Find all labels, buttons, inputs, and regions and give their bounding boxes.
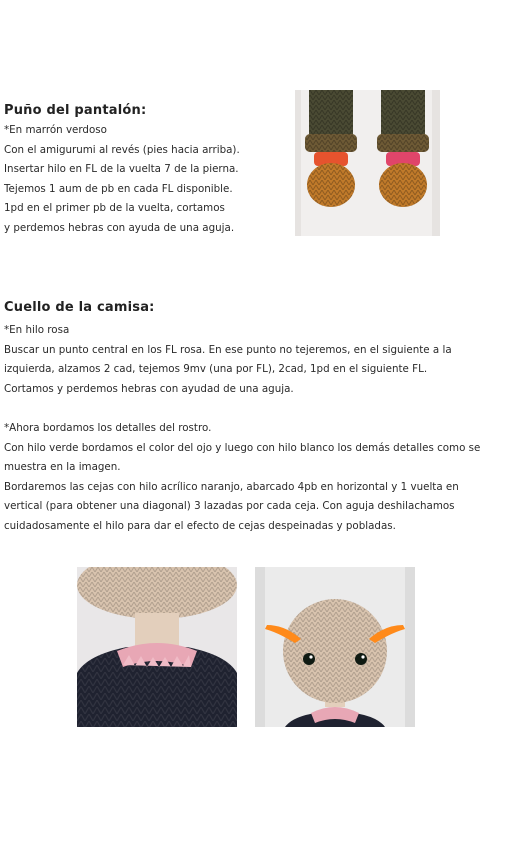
collar-section-title: Cuello de la camisa: [4, 300, 155, 315]
instruction-line: izquierda, alzamos 2 cad, tejemos 9mv (una por FL), 2cad, 1pd en el siguiente FL. [4, 363, 428, 376]
cuff-section-title: Puño del pantalón: [4, 103, 147, 118]
instruction-line: Con hilo verde bordamos el color del ojo y luego con hilo blanco los demás detalles como se [4, 441, 481, 454]
instruction-line: muestra en la imagen. [4, 461, 121, 474]
instruction-line: *En hilo rosa [4, 324, 70, 336]
instruction-line: *Ahora bordamos los detalles del rostro. [4, 422, 212, 434]
instruction-line: *En marrón verdoso [4, 124, 107, 136]
instruction-line: y perdemos hebras con ayuda de una aguja. [4, 221, 235, 234]
instruction-line: Buscar un punto central en los FL rosa. En ese punto no tejeremos, en el siguiente a la [4, 343, 452, 356]
instruction-line: cuidadosamente el hilo para dar el efecto de cejas despeinadas y pobladas. [4, 519, 396, 532]
instruction-line: Insertar hilo en FL de la vuelta 7 de la pierna. [4, 163, 239, 176]
collar-photo [77, 567, 237, 727]
instruction-line: Con el amigurumi al revés (pies hacia arriba). [4, 143, 240, 156]
legs-cuff-photo [295, 90, 440, 236]
collar-instructions [4, 321, 452, 399]
instruction-line: Cortamos y perdemos hebras con ayudad de una aguja. [4, 382, 294, 395]
face-photo [255, 567, 415, 727]
face-instructions [4, 419, 480, 537]
instruction-line: vertical (para obtener una diagonal) 3 lazadas por cada ceja. Con aguja deshilachamos [4, 500, 455, 513]
instruction-line: Bordaremos las cejas con hilo acrílico naranjo, abarcado 4pb en horizontal y 1 vuelta en [4, 480, 459, 493]
cuff-instructions [4, 121, 240, 239]
instruction-line: 1pd en el primer pb de la vuelta, cortamos [4, 202, 225, 215]
instruction-line: Tejemos 1 aum de pb en cada FL disponible. [4, 182, 233, 195]
